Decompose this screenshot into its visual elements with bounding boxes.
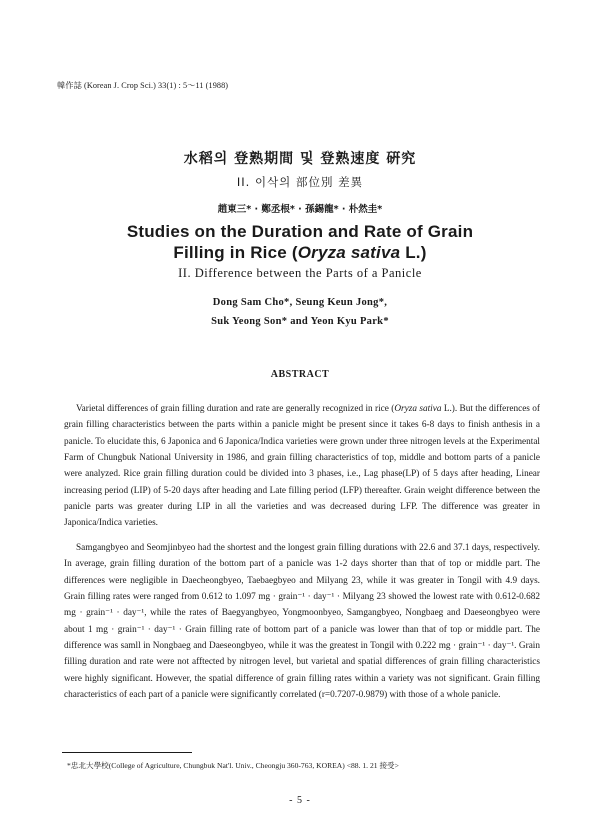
english-title-line1: Studies on the Duration and Rate of Grain — [126, 222, 474, 241]
abstract-paragraph-1 — [64, 401, 540, 532]
abstract-p1-start: Varietal differences of grain filling duration and rate are generally recognized in rice ( — [76, 404, 395, 414]
affiliation-footnote: *忠北大學校(College of Agriculture, Chungbuk Nat'l. Univ., Cheongju 360-763, KOREA) <88. 1. 21 接受> — [67, 761, 399, 770]
abstract-p1-rest: L.). But the differences of grain filling characteristics between the parts within a panicle might be present since it takes 6-8 days to finish anthesis in a panicle. To elucidate this, 6 Japonica and 6 Japonica/Indica varieties were grown under three nitrogen levels at the Experimental Farm of Chungbuk National University in 1986, and grain filling characteristics of top, middle and bottom parts of a panicle were analyzed. Rice grain filling duration could be divided into 3 phases, i.e., Lag phase(LP) of 5 days after heading, Linear increasing period (LIP) of 5-20 days after heading and Late filling period (LFP) thereafter. Grain weight difference between the panicle parts was greater during LIP in all the varieties and was decreased during LFP. The difference was greater in Japonica/Indica varieties. — [64, 404, 540, 529]
english-title-suffix: L.) — [400, 243, 427, 262]
abstract-p1-species: Oryza sativa — [394, 404, 442, 414]
abstract-heading: ABSTRACT — [270, 369, 330, 380]
korean-subtitle: II. 이삭의 部位別 差異 — [236, 175, 364, 189]
page-number: - 5 - — [289, 795, 311, 806]
footnote-divider — [62, 752, 192, 753]
species-name-italic: Oryza sativa — [297, 243, 401, 262]
korean-authors: 趙東三* · 鄭丞根* · 孫錫龍* · 朴然圭* — [217, 204, 383, 215]
english-title-line2 — [0, 243, 600, 263]
journal-header: 韓作誌 (Korean J. Crop Sci.) 33(1) : 5～11 (1988) — [57, 81, 229, 90]
english-authors-line2: Suk Yeong Son* and Yeon Kyu Park* — [211, 316, 389, 327]
korean-title: 水稻의 登熟期間 및 登熟速度 硏究 — [183, 151, 417, 167]
english-title-prefix: Filling in Rice ( — [173, 243, 298, 262]
abstract-paragraph-2 — [64, 540, 540, 703]
english-authors-line1: Dong Sam Cho*, Seung Keun Jong*, — [212, 297, 388, 308]
abstract-p2-text: Samgangbyeo and Seomjinbyeo had the shortest and the longest grain filling durations with 22.6 and 37.1 days, respectively. In average, grain filling duration of the bottom part of a panicle was 1-2 days shorter than that of top or middle part. The differences were negligible in Daecheongbyeo, Taebaegbyeo and Milyang 23, while it was greater in Tongil with 4.9 days. Grain filling rates were ranged from 0.612 to 1.097 mg · grain⁻¹ · day⁻¹ · Milyang 23 showed the lowest rate with 0.612-0.682 mg · grain⁻¹ · day⁻¹, while the rates of Baegyangbyeo, Yongmoonbyeo, Samgangbyeo, Nongbaeg and Daeseongbyeo were about 1 mg · grain⁻¹ · day⁻¹ · Grain filling rate of bottom part of a panicle was lower than that of top or middle part. The difference was samll in Nongbaeg and Daeseongbyeo, while it was the greatest in Tongil with 0.222 mg · grain⁻¹ · day⁻¹. Grain filling duration and rate were not afftected by nitrogen level, but varietal and spatial differences of grain filling characteristics were highly significant. However, the spatial difference of grain filling rates within a variety was not significant. Grain filling characteristics of each part of a panicle were significantly correlated (r=0.7207-0.9879) with those of a whole panicle. — [64, 543, 540, 701]
english-subtitle: II. Difference between the Parts of a Panicle — [178, 266, 422, 280]
